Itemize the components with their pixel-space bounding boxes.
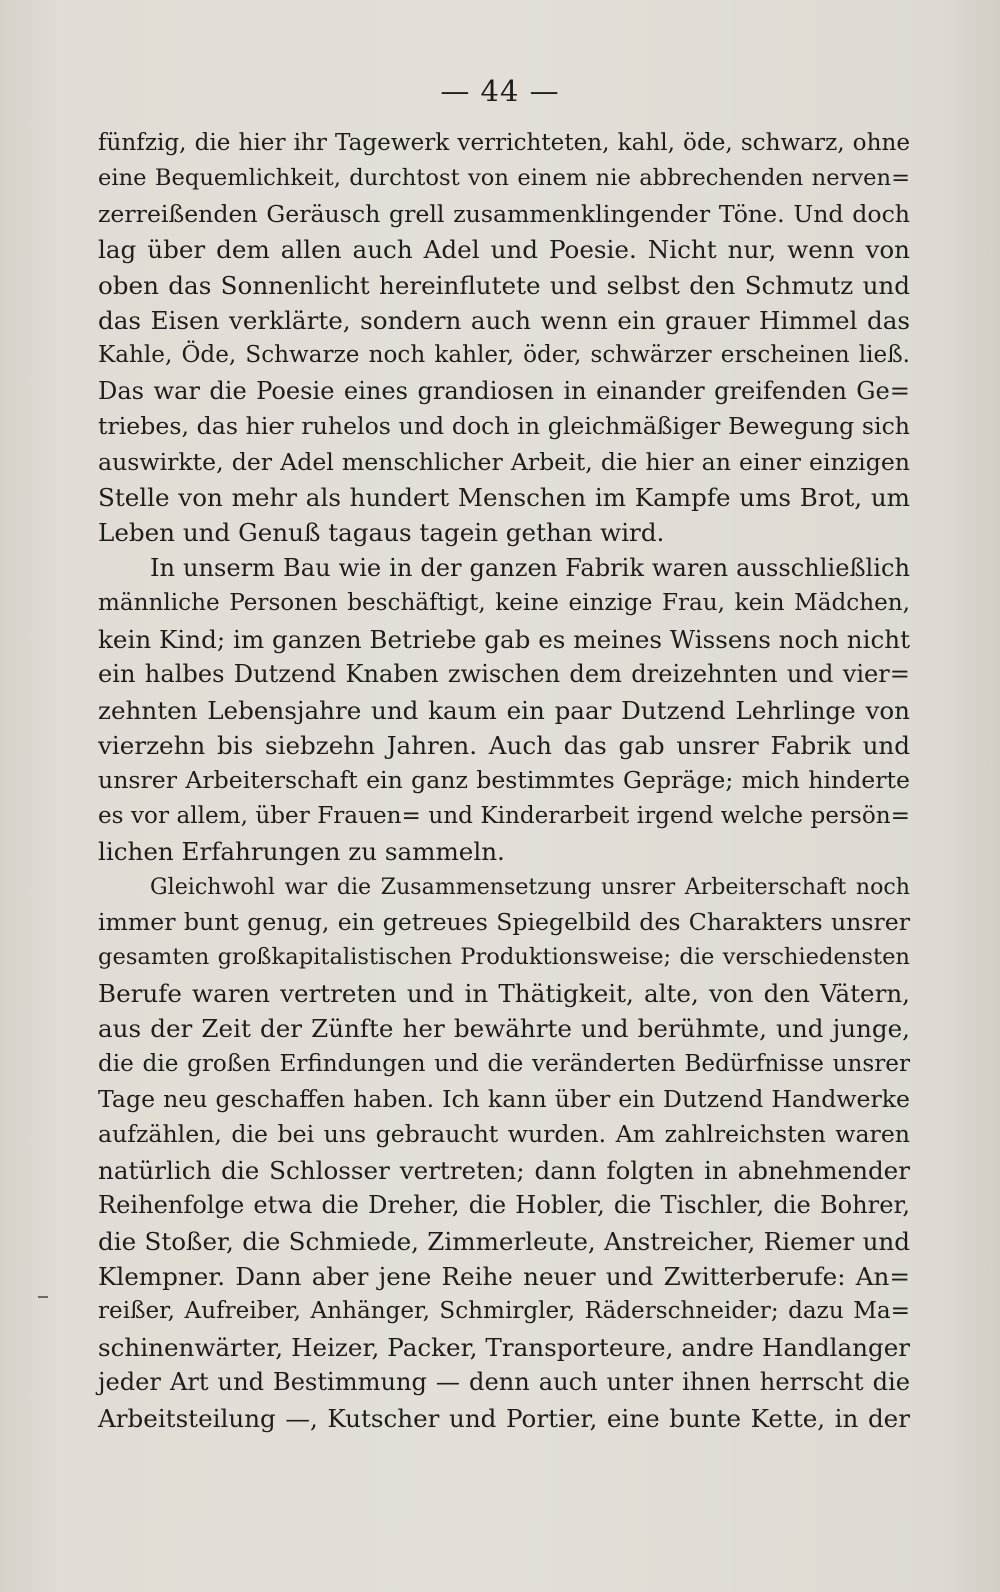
text-line: Reihenfolge etwa die Dreher, die Hobler, die Tischler, die Bohrer, (98, 1191, 910, 1220)
page-number: — 44 — (440, 74, 560, 108)
text-line: es vor allem, über Frauen= und Kinderarbeit irgend welche persön= (98, 802, 910, 829)
text-line: ein halbes Dutzend Knaben zwischen dem dreizehnten und vier= (98, 660, 910, 689)
text-line: vierzehn bis siebzehn Jahren. Auch das gab unsrer Fabrik und (98, 730, 910, 760)
text-line: natürlich die Schlosser vertreten; dann folgten in abnehmender (98, 1155, 910, 1185)
text-line: reißer, Aufreiber, Anhänger, Schmirgler, Räderschneider; dazu Ma= (98, 1298, 910, 1325)
text-line: schinenwärter, Heizer, Packer, Transporteure, andre Handlanger (98, 1332, 910, 1362)
text-line: männliche Personen beschäftigt, keine einzige Frau, kein Mädchen, (98, 590, 910, 617)
text-line: lag über dem allen auch Adel und Poesie. Nicht nur, wenn von (98, 235, 910, 265)
text-line: Arbeitsteilung —, Kutscher und Portier, eine bunte Kette, in der (98, 1403, 910, 1433)
paragraph-start-line: In unserm Bau wie in der ganzen Fabrik waren ausschließlich (150, 553, 910, 582)
text-line: die Stoßer, die Schmiede, Zimmerleute, Anstreicher, Riemer und (98, 1226, 910, 1256)
text-line: Leben und Genuß tagaus tagein gethan wird. (98, 518, 665, 548)
paragraph-start-line: Gleichwohl war die Zusammensetzung unsrer Arbeiterschaft noch (150, 873, 910, 900)
text-line: Das war die Poesie eines grandiosen in einander greifenden Ge= (98, 376, 910, 405)
text-line: eine Bequemlichkeit, durchtost von einem nie abbrechenden nerven= (98, 165, 910, 192)
text-line: Tage neu geschaffen haben. Ich kann über ein Dutzend Handwerke (98, 1084, 910, 1113)
text-line: zerreißenden Geräusch grell zusammenklingender Töne. Und doch (98, 199, 910, 228)
text-line: unsrer Arbeiterschaft ein ganz bestimmtes Gepräge; mich hinderte (98, 766, 910, 795)
text-line: fünfzig, die hier ihr Tagewerk verrichteten, kahl, öde, schwarz, ohne (98, 130, 910, 156)
text-line: Kahle, Öde, Schwarze noch kahler, öder, schwärzer erscheinen ließ. (98, 342, 910, 369)
text-line: auswirkte, der Adel menschlicher Arbeit, die hier an einer einzigen (98, 447, 910, 476)
text-line: immer bunt genug, ein getreues Spiegelbild des Charakters unsrer (98, 907, 910, 936)
text-line: jeder Art und Bestimmung — denn auch unter ihnen herrscht die (98, 1368, 910, 1397)
text-line: zehnten Lebensjahre und kaum ein paar Dutzend Lehrlinge von (98, 695, 910, 725)
text-line: Stelle von mehr als hundert Menschen im Kampfe ums Brot, um (98, 483, 910, 513)
text-line: oben das Sonnenlicht hereinflutete und selbst den Schmutz und (98, 270, 910, 300)
text-line: Klempner. Dann aber jene Reihe neuer und Zwitterberufe: An= (98, 1262, 910, 1291)
text-line: kein Kind; im ganzen Betriebe gab es meines Wissens noch nicht (98, 624, 910, 654)
scan-mark (38, 1296, 48, 1298)
text-line: aus der Zeit der Zünfte her bewährte und berühmte, und junge, (98, 1014, 910, 1044)
text-line: aufzählen, die bei uns gebraucht wurden. Am zahlreichsten waren (98, 1120, 910, 1149)
text-line: die die großen Erfindungen und die veränderten Bedürfnisse unsrer (98, 1050, 910, 1077)
text-line: gesamten großkapitalistischen Produktionsweise; die verschiedensten (98, 944, 910, 971)
body-text (98, 126, 910, 1436)
text-line: triebes, das hier ruhelos und doch in gleichmäßiger Bewegung sich (98, 412, 910, 441)
text-line: Berufe waren vertreten und in Thätigkeit, alte, von den Vätern, (98, 978, 910, 1008)
text-line: das Eisen verklärte, sondern auch wenn ein grauer Himmel das (98, 306, 910, 336)
text-line: lichen Erfahrungen zu sammeln. (98, 837, 505, 867)
